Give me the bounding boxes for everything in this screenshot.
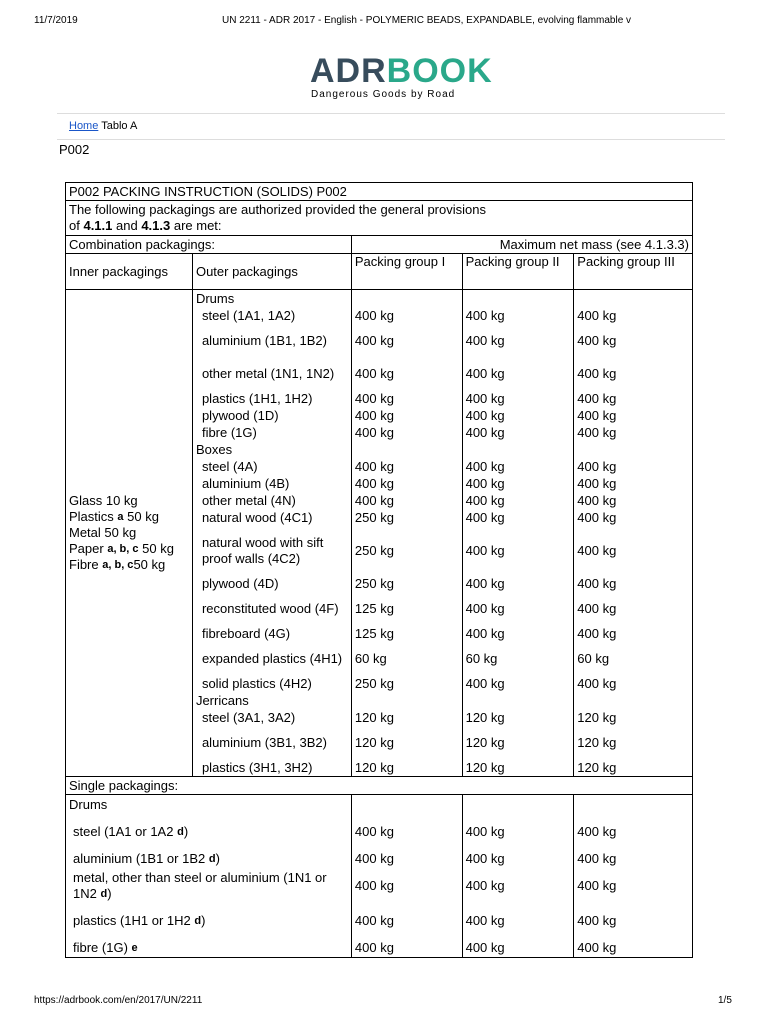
note-marker: e [131,941,138,954]
pg2-values-cell [462,290,574,777]
breadcrumb [69,120,137,132]
mass-pg3 [577,795,689,814]
mass-pg3: 60 kg [577,650,610,666]
mass-pg3 [577,441,689,458]
mass-pg2: 120 kg [465,709,505,725]
logo-tagline: Dangerous Goods by Road [311,89,456,100]
mass-pg1: 250 kg [354,675,394,691]
inner-fibre [69,557,189,573]
adrbook-logo[interactable] [310,54,493,88]
outer-group-heading: Jerricans [195,692,249,708]
note-marker: a [117,511,124,523]
mass-pg1: 120 kg [354,759,394,775]
mass-pg2: 400 kg [465,575,505,591]
mass-pg1 [355,441,459,458]
mass-pg2: 400 kg [465,307,505,323]
single-packaging-label: steel (1A1 or 1A2 [73,823,174,839]
single-packagings-cell [66,795,352,958]
mass-pg1: 250 kg [354,509,394,525]
mass-pg2: 400 kg [465,475,505,491]
mass-pg3: 400 kg [577,407,617,423]
mass-pg1: 400 kg [354,823,394,839]
mass-pg2: 400 kg [465,625,505,641]
combination-packagings-label: Combination packagings: [66,236,352,254]
mass-pg1: 400 kg [354,458,394,474]
mass-pg2: 400 kg [465,823,505,839]
mass-pg3: 400 kg [577,625,617,641]
inner-paper-mass: 50 kg [138,541,174,556]
col-header-pg1: Packing group I [351,254,462,290]
mass-pg3: 400 kg [577,509,617,525]
single-packaging-name: plastics (1H1 or 1H2 $^d$) [73,912,206,928]
mass-pg1: 250 kg [354,542,394,558]
mass-pg1 [355,692,459,709]
single-packaging-label: Drums [69,796,108,812]
outer-packaging-name: aluminium (3B1, 3B2) [201,734,327,750]
mass-pg3: 400 kg [577,823,617,839]
logo-part-book: BOOK [386,52,493,90]
note-marker: a, b, c [102,559,134,571]
print-date: 11/7/2019 [34,15,78,26]
mass-pg2: 400 kg [465,407,505,423]
note-marker: d [100,887,108,900]
single-group-heading [69,795,324,814]
single-packaging-name [69,938,328,957]
col-header-pg2: Packing group II [462,254,574,290]
inner-paper [69,541,189,557]
outer-packaging-name: other metal (1N1, 1N2) [201,365,335,381]
outer-packaging-name: plastics (3H1, 3H2) [201,759,313,775]
outer-packaging-name: plywood (1D) [201,407,279,423]
print-page-number: 1/5 [718,995,732,1006]
inner-plastics-label: Plastics [69,509,114,524]
intro-of: of [69,218,84,233]
outer-packaging-name: expanded plastics (4H1) [201,650,343,666]
outer-packaging-name: fibre (1G) [201,424,257,440]
outer-packaging-name: natural wood with sift proof walls (4C2) [201,534,324,566]
intro-met: are met: [170,218,222,233]
outer-packaging-name: reconstituted wood (4F) [201,600,339,616]
intro-line-1: The following packagings are authorized provided the general provisions [69,202,486,217]
single-packaging-label: fibre (1G) [73,939,128,955]
mass-pg1: 400 kg [354,365,394,381]
outer-packaging-name: steel (3A1, 3A2) [201,709,296,725]
mass-pg2: 120 kg [465,759,505,775]
mass-pg3: 400 kg [577,877,617,893]
single-packaging-name: steel (1A1 or 1A2 $^d$) [73,823,189,839]
mass-pg1: 400 kg [354,492,394,508]
mass-pg3: 400 kg [577,365,617,381]
note-marker: a, b, c [107,543,139,555]
mass-pg1: 400 kg [354,424,394,440]
mass-pg2: 400 kg [465,675,505,691]
mass-pg3: 400 kg [577,575,617,591]
mass-pg1: 400 kg [354,475,394,491]
mass-pg3: 400 kg [577,542,617,558]
inner-plastics-mass: 50 kg [123,509,159,524]
single-packaging-name: aluminium (1B1 or 1B2 $^d$) [73,850,220,866]
general-provisions [66,201,693,236]
outer-packaging-name: fibreboard (4G) [201,625,291,641]
mass-pg3: 400 kg [577,492,617,508]
outer-packaging-name: plastics (1H1, 1H2) [201,390,313,406]
page-title: P002 [59,142,90,157]
mass-pg2: 400 kg [465,492,505,508]
mass-pg1: 60 kg [354,650,387,666]
table-title: P002 PACKING INSTRUCTION (SOLIDS) P002 [66,183,693,201]
mass-pg1: 400 kg [354,390,394,406]
mass-pg1: 120 kg [354,734,394,750]
mass-pg3: 400 kg [577,912,617,928]
outer-packaging-name: aluminium (4B) [201,475,290,491]
mass-pg2: 400 kg [465,365,505,381]
outer-packaging-name: steel (4A) [201,458,258,474]
divider [57,139,725,140]
mass-pg1: 400 kg [354,939,394,955]
mass-pg1: 120 kg [354,709,394,725]
mass-pg3 [577,290,689,307]
outer-packaging-name: steel (1A1, 1A2) [201,307,296,323]
mass-pg2 [466,290,571,307]
print-title: UN 2211 - ADR 2017 - English - POLYMERIC BEADS, EXPANDABLE, evolving flammable v [222,15,632,26]
packing-instruction-table [65,182,693,958]
mass-pg1: 250 kg [354,575,394,591]
ref-4-1-1: 4.1.1 [83,218,113,233]
outer-group-heading: Boxes [195,441,233,457]
mass-pg1: 400 kg [354,877,394,893]
single-pg2-cell [462,795,574,958]
mass-pg1: 400 kg [354,407,394,423]
breadcrumb-home-link[interactable]: Home [69,120,99,132]
mass-pg3: 400 kg [577,458,617,474]
mass-pg1: 125 kg [354,600,394,616]
pg1-values-cell [351,290,462,777]
mass-pg1: 125 kg [354,625,394,641]
outer-group-heading: Drums [195,290,235,306]
mass-pg3: 400 kg [577,390,617,406]
mass-pg1: 400 kg [354,307,394,323]
mass-pg2 [466,795,571,814]
mass-pg3 [577,692,689,709]
print-url: https://adrbook.com/en/2017/UN/2211 [34,995,203,1006]
single-pg1-cell [351,795,462,958]
mass-pg3: 400 kg [577,424,617,440]
mass-pg2: 400 kg [465,390,505,406]
divider [57,113,725,114]
mass-pg1: 400 kg [354,850,394,866]
mass-pg3: 400 kg [577,475,617,491]
mass-pg2: 400 kg [465,458,505,474]
mass-pg3: 120 kg [577,734,617,750]
mass-pg2: 400 kg [465,424,505,440]
single-packagings-label: Single packagings: [66,777,693,795]
outer-packaging-name: natural wood (4C1) [201,509,313,525]
col-header-outer: Outer packagings [192,254,351,290]
outer-packaging-name: solid plastics (4H2) [201,675,312,691]
col-header-inner: Inner packagings [66,254,193,290]
note-marker: d [177,825,184,838]
inner-fibre-label: Fibre [69,557,99,572]
mass-pg2: 400 kg [465,939,505,955]
mass-pg2: 400 kg [465,600,505,616]
mass-pg2: 400 kg [465,332,505,348]
breadcrumb-current: Tablo A [101,120,138,132]
mass-pg2: 400 kg [465,509,505,525]
single-packaging-label: plastics (1H1 or 1H2 [73,912,191,928]
outer-packaging-name: aluminium (1B1, 1B2) [201,332,327,348]
mass-pg1: 400 kg [354,332,394,348]
mass-pg3: 120 kg [577,759,617,775]
outer-packaging-name: other metal (4N) [201,492,296,508]
mass-pg2: 400 kg [465,877,505,893]
mass-pg3: 400 kg [577,332,617,348]
inner-fibre-mass: 50 kg [133,557,166,572]
pg3-values-cell [574,290,693,777]
mass-pg3: 400 kg [577,307,617,323]
mass-pg2: 400 kg [465,850,505,866]
col-header-pg3: Packing group III [574,254,693,290]
single-packaging-name: metal, other than steel or aluminium (1N1 or 1N2 $^d$) [73,869,327,901]
inner-glass: Glass 10 kg [69,493,138,508]
note-marker: d [208,852,216,865]
mass-pg1 [355,795,459,814]
mass-pg3: 120 kg [577,709,617,725]
mass-pg3: 400 kg [577,939,617,955]
inner-paper-label: Paper [69,541,104,556]
outer-packaging-name: plywood (4D) [201,575,279,591]
mass-pg2: 400 kg [465,542,505,558]
single-packaging-label: aluminium (1B1 or 1B2 [73,850,206,866]
mass-pg3: 400 kg [577,850,617,866]
mass-pg2: 60 kg [465,650,498,666]
outer-packagings-cell [192,290,351,777]
inner-metal: Metal 50 kg [69,525,137,540]
inner-plastics [69,509,189,525]
single-packaging-label: metal, other than steel or aluminium (1N1 or 1N2 [73,869,327,901]
mass-pg2 [466,441,571,458]
mass-pg2 [466,692,571,709]
inner-packagings-cell [66,290,193,777]
mass-pg3: 400 kg [577,675,617,691]
mass-pg2: 400 kg [465,912,505,928]
intro-and: and [112,218,142,233]
mass-pg1 [355,290,459,307]
max-net-mass-label: Maximum net mass (see 4.1.3.3) [351,236,692,254]
logo-part-adr: ADR [310,52,387,90]
note-marker: d [194,914,202,927]
ref-4-1-3: 4.1.3 [141,218,171,233]
mass-pg2: 120 kg [465,734,505,750]
mass-pg1: 400 kg [354,912,394,928]
mass-pg3: 400 kg [577,600,617,616]
single-pg3-cell [574,795,693,958]
